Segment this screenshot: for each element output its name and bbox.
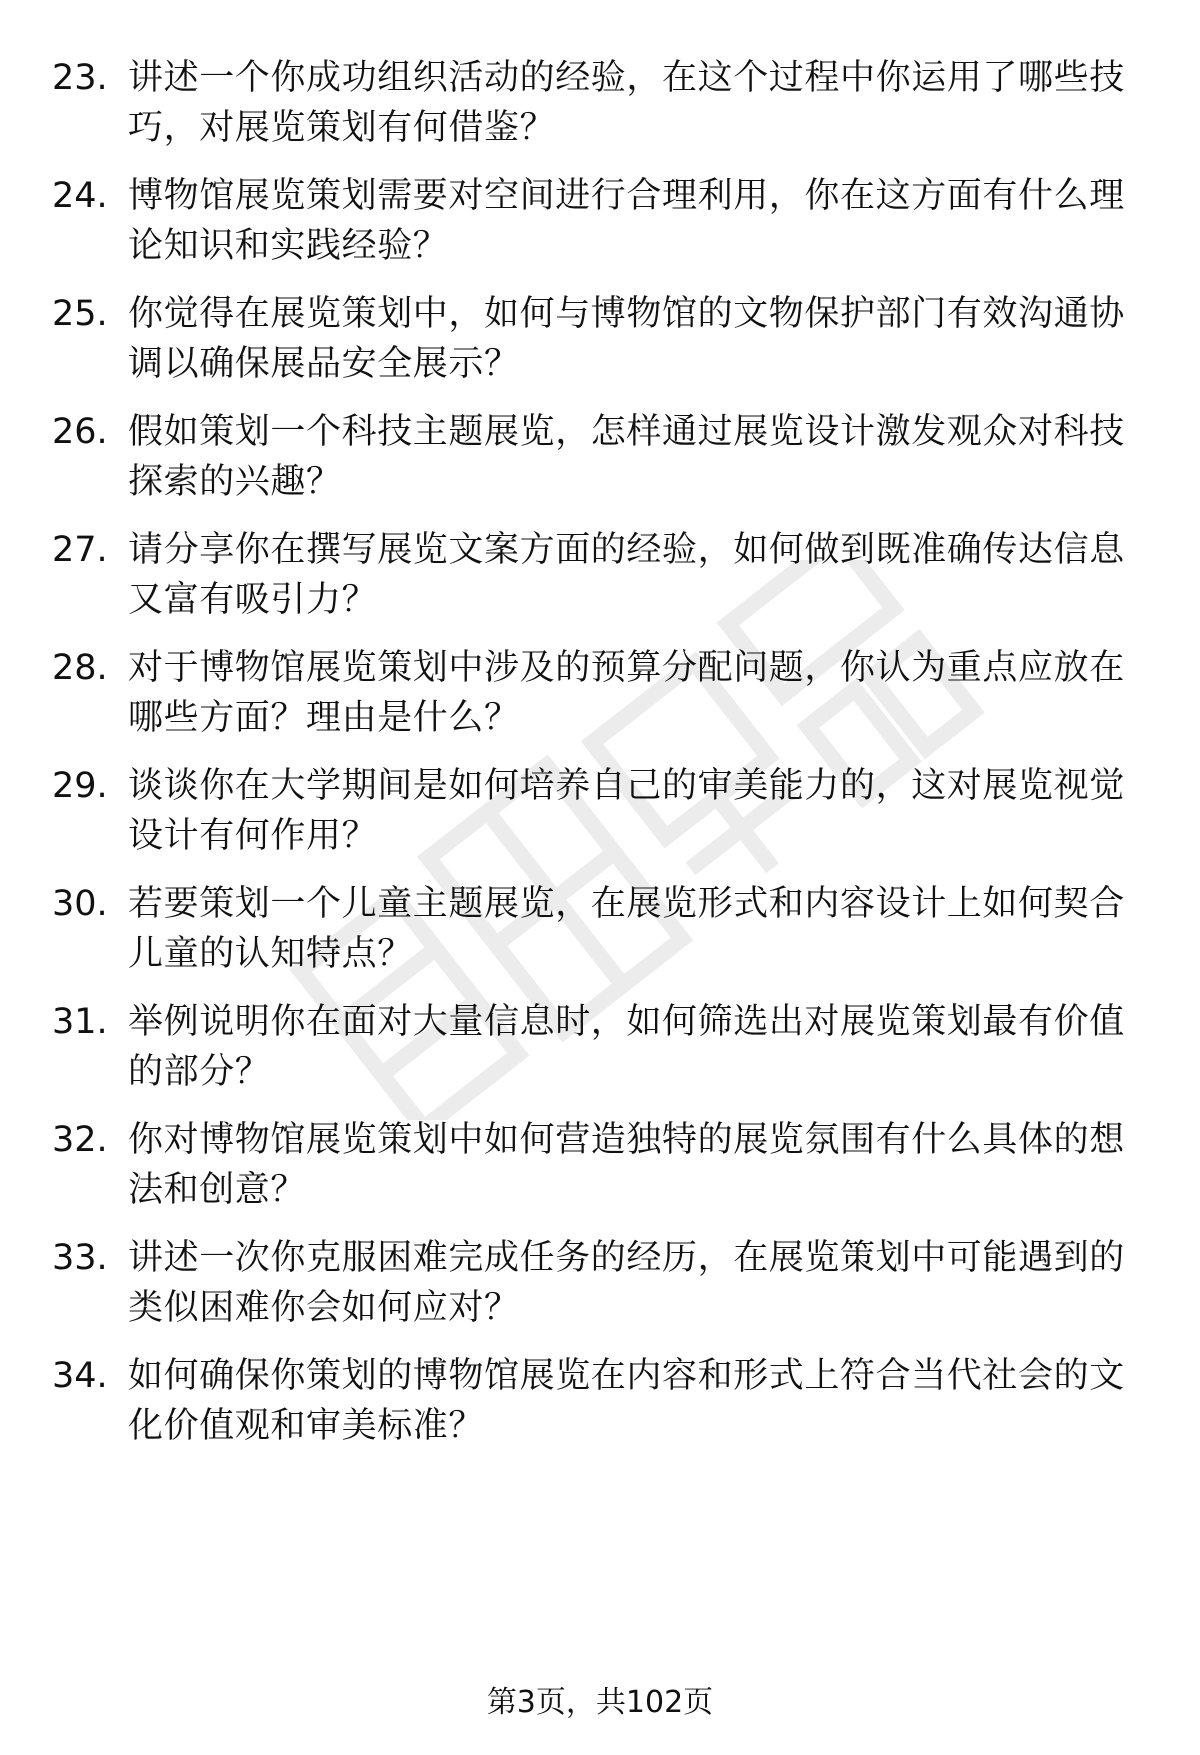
question-number: 25. (52, 294, 108, 334)
question-number: 30. (52, 884, 108, 924)
question-text: 对于博物馆展览策划中涉及的预算分配问题，你认为重点应放在哪些方面？理由是什么？ (128, 648, 1125, 738)
question-number: 28. (52, 648, 108, 688)
question-item (0, 997, 1200, 1127)
question-number: 33. (52, 1238, 108, 1278)
question-item (0, 407, 1200, 537)
question-text: 谈谈你在大学期间是如何培养自己的审美能力的，这对展览视觉设计有何作用？ (128, 766, 1125, 856)
question-text: 讲述一次你克服困难完成任务的经历，在展览策划中可能遇到的类似困难你会如何应对？ (128, 1238, 1125, 1328)
question-item (0, 525, 1200, 655)
question-text: 如何确保你策划的博物馆展览在内容和形式上符合当代社会的文化价值观和审美标准？ (128, 1356, 1125, 1446)
question-number: 27. (52, 530, 108, 570)
question-text: 讲述一个你成功组织活动的经验，在这个过程中你运用了哪些技巧，对展览策划有何借鉴？ (128, 58, 1125, 148)
question-item (0, 761, 1200, 891)
question-number: 31. (52, 1002, 108, 1042)
page-number-footer: 第3页，共102页 (486, 1685, 714, 1720)
question-text: 你觉得在展览策划中，如何与博物馆的文物保护部门有效沟通协调以确保展品安全展示？ (128, 294, 1125, 384)
question-item (0, 1351, 1200, 1481)
question-text: 举例说明你在面对大量信息时，如何筛选出对展览策划最有价值的部分？ (128, 1002, 1125, 1092)
question-number: 32. (52, 1120, 108, 1160)
question-text: 你对博物馆展览策划中如何营造独特的展览氛围有什么具体的想法和创意？ (128, 1120, 1125, 1210)
question-number: 23. (52, 58, 108, 98)
question-item (0, 1233, 1200, 1363)
question-text: 请分享你在撰写展览文案方面的经验，如何做到既准确传达信息又富有吸引力？ (128, 530, 1125, 620)
question-number: 24. (52, 176, 108, 216)
question-item (0, 879, 1200, 1009)
question-item (0, 1115, 1200, 1245)
question-item (0, 53, 1200, 183)
question-item (0, 171, 1200, 301)
question-item (0, 289, 1200, 419)
question-text: 博物馆展览策划需要对空间进行合理利用，你在这方面有什么理论知识和实践经验？ (128, 176, 1125, 266)
question-number: 29. (52, 766, 108, 806)
question-text: 假如策划一个科技主题展览，怎样通过展览设计激发观众对科技探索的兴趣？ (128, 412, 1125, 502)
question-number: 26. (52, 412, 108, 452)
question-text: 若要策划一个儿童主题展览，在展览形式和内容设计上如何契合儿童的认知特点？ (128, 884, 1125, 974)
question-number: 34. (52, 1356, 108, 1396)
question-item (0, 643, 1200, 773)
